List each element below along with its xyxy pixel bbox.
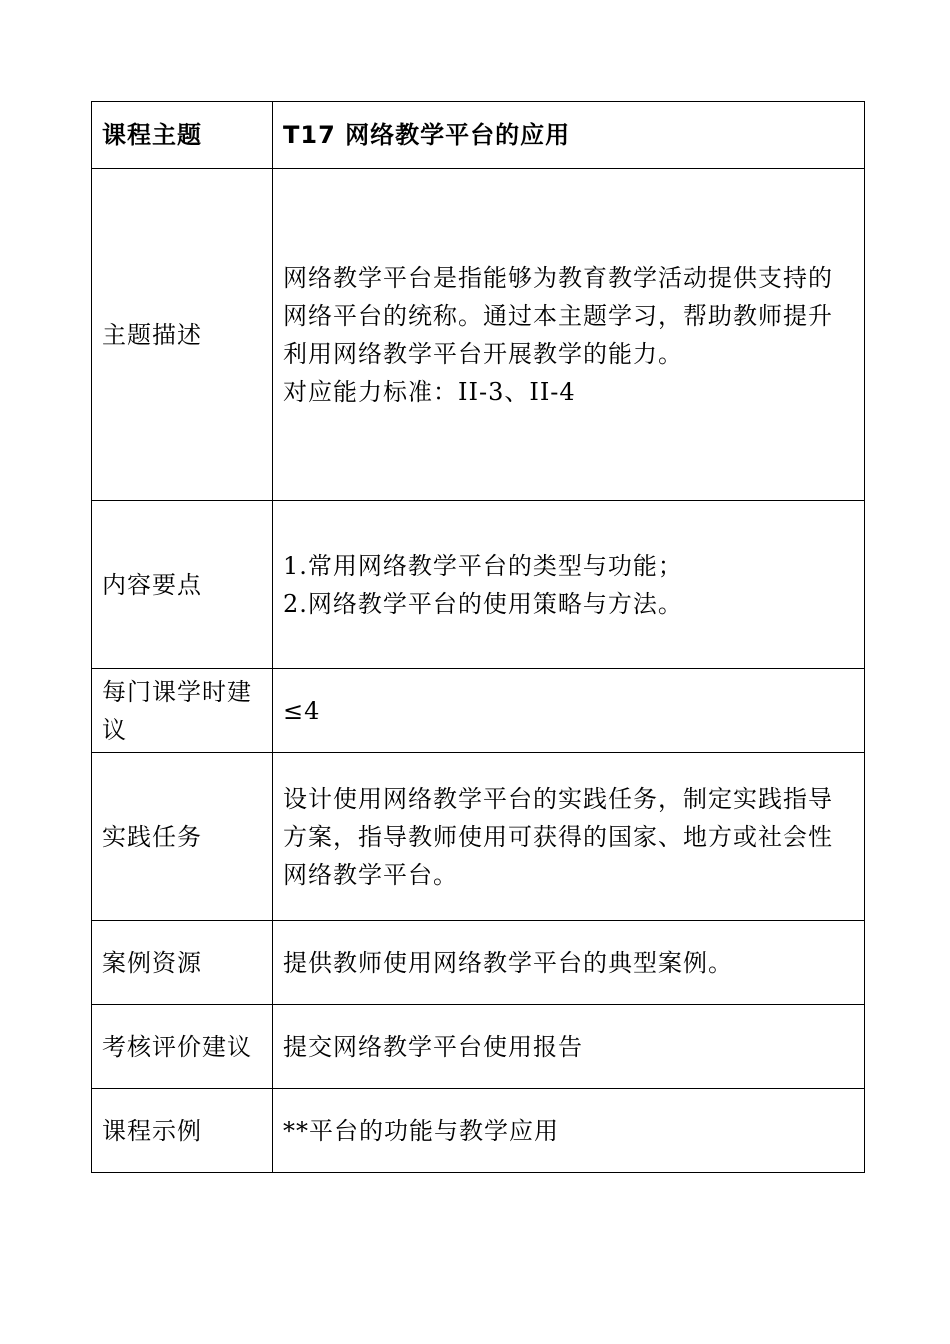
content-point-item: 2.网络教学平台的使用策略与方法。	[283, 589, 683, 618]
course-example-label: 课程示例	[92, 1089, 273, 1173]
content-points-label: 内容要点	[92, 501, 273, 669]
table-row-assessment	[92, 1005, 865, 1089]
topic-description-value	[273, 169, 865, 501]
table-row-content-points	[92, 501, 865, 669]
topic-description-line: 利用网络教学平台开展教学的能力。	[283, 339, 683, 368]
assessment-value: 提交网络教学平台使用报告	[273, 1005, 865, 1089]
table-row-case-resources	[92, 921, 865, 1005]
course-topic-value: T17 网络教学平台的应用	[273, 102, 865, 169]
class-hours-value: ≤4	[273, 669, 865, 753]
case-resources-label: 案例资源	[92, 921, 273, 1005]
table-row-course-topic	[92, 102, 865, 169]
course-example-value: **平台的功能与教学应用	[273, 1089, 865, 1173]
practice-task-line: 方案，指导教师使用可获得的国家、地方或社会性	[283, 822, 833, 851]
practice-task-value	[273, 753, 865, 921]
class-hours-label: 每门课学时建议	[92, 669, 273, 753]
course-topic-table	[91, 101, 865, 1173]
content-points-value	[273, 501, 865, 669]
course-topic-label: 课程主题	[92, 102, 273, 169]
topic-description-label: 主题描述	[92, 169, 273, 501]
competency-standard-line: 对应能力标准：II-3、II-4	[283, 377, 576, 406]
table-row-practice-task	[92, 753, 865, 921]
table-row-topic-description	[92, 169, 865, 501]
table-row-course-example	[92, 1089, 865, 1173]
case-resources-value: 提供教师使用网络教学平台的典型案例。	[273, 921, 865, 1005]
topic-description-line: 网络平台的统称。通过本主题学习，帮助教师提升	[283, 301, 833, 330]
table-row-class-hours	[92, 669, 865, 753]
content-point-item: 1.常用网络教学平台的类型与功能；	[283, 551, 683, 580]
assessment-label: 考核评价建议	[92, 1005, 273, 1089]
practice-task-label: 实践任务	[92, 753, 273, 921]
topic-description-line: 网络教学平台是指能够为教育教学活动提供支持的	[283, 263, 833, 292]
practice-task-line: 网络教学平台。	[283, 860, 458, 889]
practice-task-line: 设计使用网络教学平台的实践任务，制定实践指导	[283, 784, 833, 813]
